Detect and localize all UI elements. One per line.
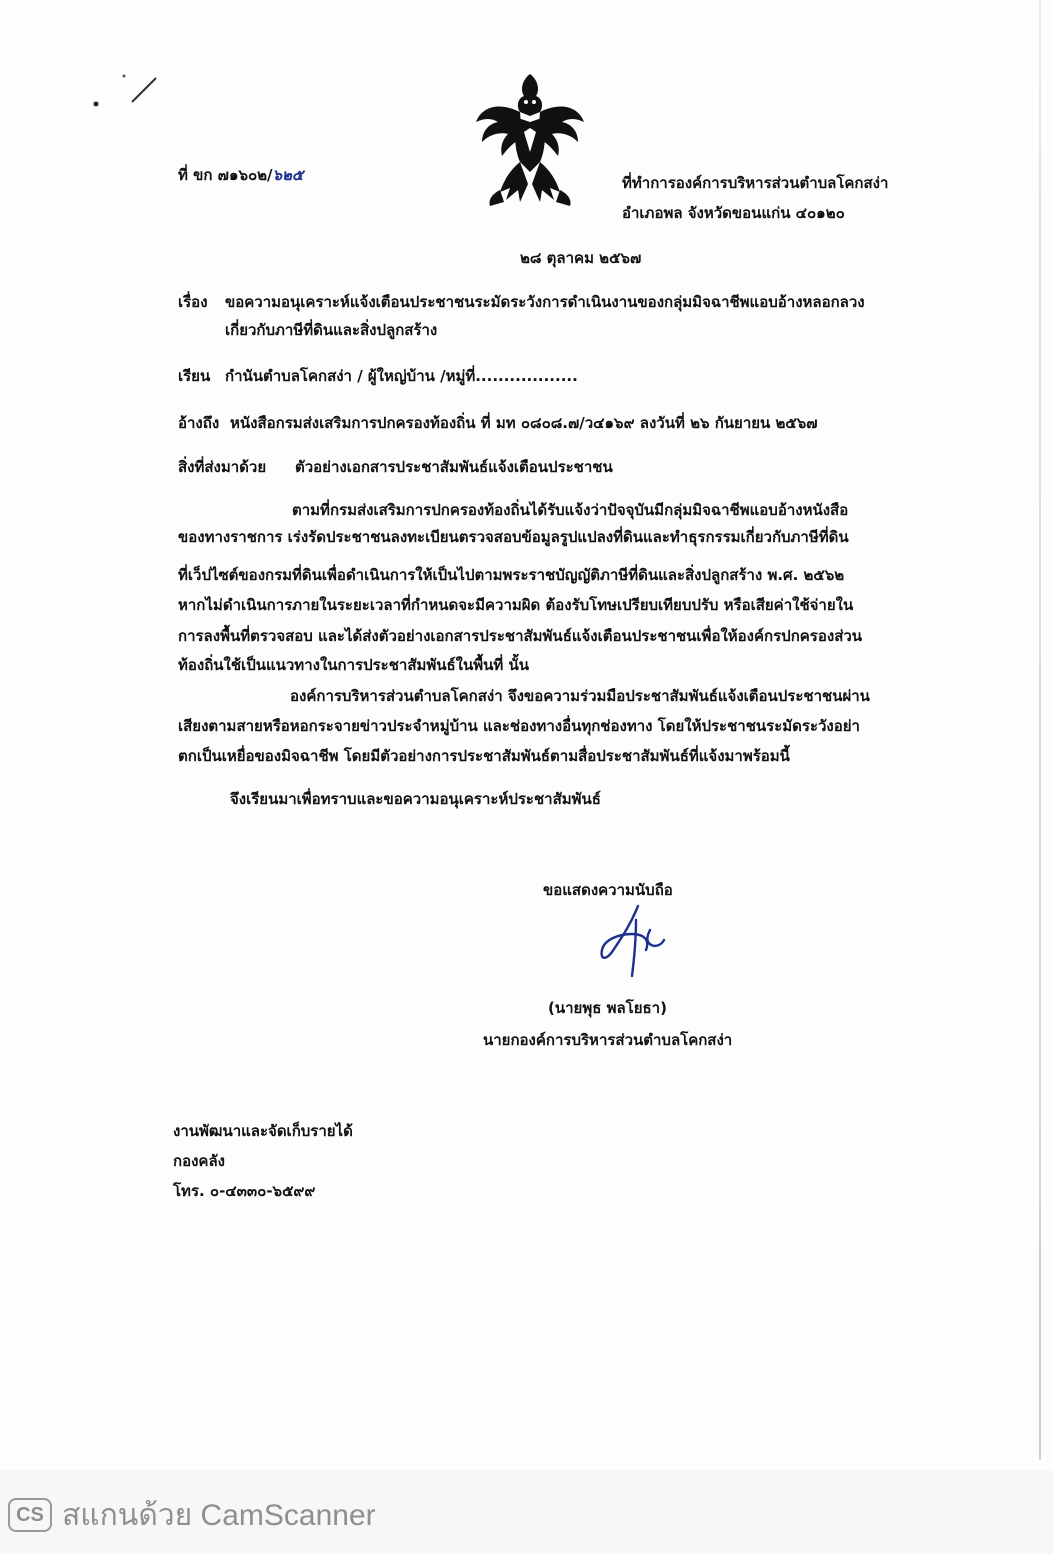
pen-mark-icon [88, 70, 168, 130]
enclosure-label: สิ่งที่ส่งมาด้วย [178, 458, 267, 476]
contact-phone: โทร. ๐-๔๓๓๐-๖๕๙๙ [173, 1182, 316, 1200]
office-address-line1: ที่ทำการองค์การบริหารส่วนตำบลโคกสง่า [622, 174, 889, 192]
reference-label: อ้างถึง [178, 414, 220, 432]
document-number-handwritten: ๖๒๕ [272, 166, 304, 184]
body-para1-line4: หากไม่ดำเนินการภายในระยะเวลาที่กำหนดจะมีความผิด ต้องรับโทษเปรียบเทียบปรับ หรือเสียค่าใช้จ่ายใน [178, 596, 854, 614]
camscanner-logo-icon: CS [8, 1498, 52, 1532]
signer-name: (นายพุธ พลโยธา) [548, 999, 667, 1017]
signer-position: นายกองค์การบริหารส่วนตำบลโคกสง่า [483, 1031, 733, 1049]
page-edge [1039, 0, 1041, 1460]
document-date: ๒๘ ตุลาคม ๒๕๖๗ [520, 249, 642, 267]
office-address-line2: อำเภอพล จังหวัดขอนแก่น ๔๐๑๒๐ [622, 204, 845, 222]
document-number-prefix: ที่ ขก ๗๑๖๐๒/ [178, 166, 273, 184]
recipient-label: เรียน [178, 367, 211, 385]
salutation: ขอแสดงความนับถือ [543, 881, 673, 899]
body-para2-line2: เสียงตามสายหรือหอกระจายข่าวประจำหมู่บ้าน และช่องทางอื่นทุกช่องทาง โดยให้ประชาชนระมัดระวังอย่า [178, 717, 860, 735]
body-para1-line5: การลงพื้นที่ตรวจสอบ และได้ส่งตัวอย่างเอกสารประชาสัมพันธ์แจ้งเตือนประชาชนเพื่อให้องค์กรปกครองส่วน [178, 627, 863, 645]
camscanner-watermark [8, 1495, 376, 1535]
subject-line1: ขอความอนุเคราะห์แจ้งเตือนประชาชนระมัดระวังการดำเนินงานของกลุ่มมิจฉาชีพแอบอ้างหลอกลวง [225, 293, 865, 311]
department-name: งานพัฒนาและจัดเก็บรายได้ [173, 1122, 353, 1140]
garuda-emblem-icon [470, 72, 590, 212]
body-para1-line2: ของทางราชการ เร่งรัดประชาชนลงทะเบียนตรวจสอบข้อมูลรูปแปลงที่ดินและทำธุรกรรมเกี่ยวกับภาษีที่ดิน [178, 528, 849, 546]
body-para1-line6: ท้องถิ่นใช้เป็นแนวทางในการประชาสัมพันธ์ในพื้นที่ นั้น [178, 656, 529, 674]
division-name: กองคลัง [173, 1152, 225, 1170]
watermark-text: สแกนด้วย CamScanner [62, 1498, 376, 1532]
subject-label: เรื่อง [178, 293, 208, 311]
body-para1-line3: ที่เว็ปไซต์ของกรมที่ดินเพื่อดำเนินการให้เป็นไปตามพระราชบัญญัติภาษีที่ดินและสิ่งปลูกสร้าง พ.ศ. ๒๕๖๒ [178, 566, 845, 584]
body-para2-line1: องค์การบริหารส่วนตำบลโคกสง่า จึงขอความร่วมมือประชาสัมพันธ์แจ้งเตือนประชาชนผ่าน [290, 687, 870, 705]
body-para1-line1: ตามที่กรมส่งเสริมการปกครองท้องถิ่นได้รับแจ้งว่าปัจจุบันมีกลุ่มมิจฉาชีพแอบอ้างหนังสือ [292, 501, 849, 519]
enclosure-text: ตัวอย่างเอกสารประชาสัมพันธ์แจ้งเตือนประชาชน [295, 458, 613, 476]
document-number [178, 165, 303, 185]
reference-text: หนังสือกรมส่งเสริมการปกครองท้องถิ่น ที่ มท ๐๘๐๘.๗/ว๔๑๖๙ ลงวันที่ ๒๖ กันยายน ๒๕๖๗ [230, 414, 818, 432]
body-para2-line3: ตกเป็นเหยื่อของมิจฉาชีพ โดยมีตัวอย่างการประชาสัมพันธ์ตามสื่อประชาสัมพันธ์ที่แจ้งมาพร้อมนี้ [178, 747, 790, 765]
subject-line2: เกี่ยวกับภาษีที่ดินและสิ่งปลูกสร้าง [225, 321, 438, 339]
recipient-text: กำนันตำบลโคกสง่า / ผู้ใหญ่บ้าน /หมู่ที่.................. [225, 367, 578, 385]
closing-text: จึงเรียนมาเพื่อทราบและขอความอนุเคราะห์ประชาสัมพันธ์ [230, 790, 601, 808]
signature-icon [590, 900, 680, 980]
